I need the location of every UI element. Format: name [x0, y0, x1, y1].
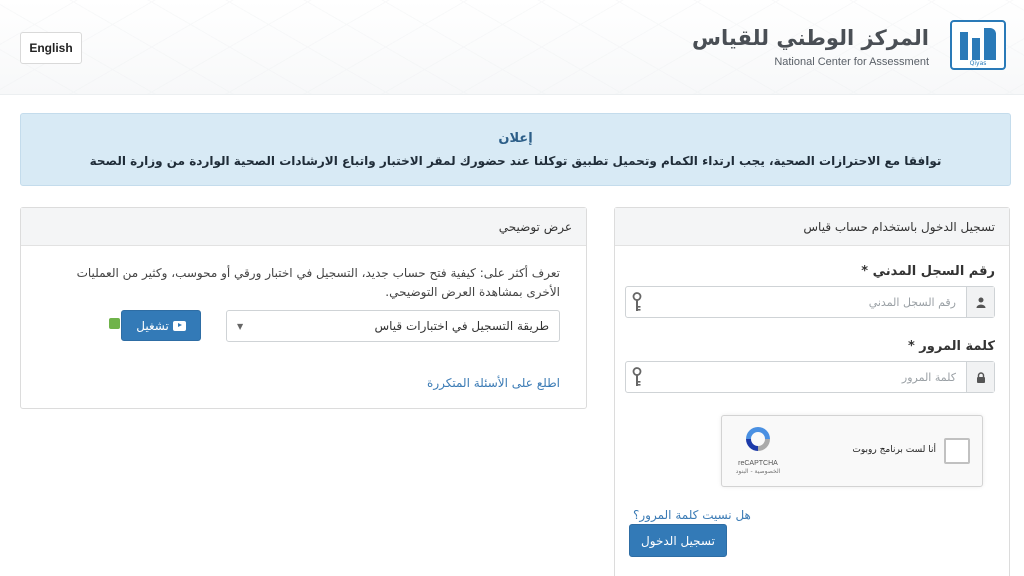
announcement-title: إعلان	[498, 131, 533, 146]
recaptcha-icon	[743, 424, 773, 454]
demo-description: تعرف أكثر على: كيفية فتح حساب جديد، التسجيل في اختبار ورقي أو محوسب، وكثير من العمليات الأخرى بمشاهدة العرض التوضيحي.	[76, 266, 560, 299]
faq-link[interactable]: اطلع على الأسئلة المتكررة	[427, 376, 560, 390]
play-icon	[173, 321, 186, 331]
recaptcha-logo	[728, 424, 788, 482]
announcement-banner	[20, 113, 1011, 186]
extension-icon	[109, 318, 120, 329]
recaptcha-terms[interactable]: الخصوصية - البنود	[735, 468, 781, 475]
national-id-label: رقم السجل المدني *	[861, 264, 995, 279]
demo-video-select[interactable]	[226, 310, 560, 342]
play-button-label: تشغيل	[136, 318, 169, 333]
org-name-arabic: المركز الوطني للقياس	[692, 26, 929, 50]
qiyas-logo-icon[interactable]	[950, 20, 1006, 70]
key-icon[interactable]	[626, 362, 648, 392]
site-header	[0, 0, 1024, 95]
play-demo-button[interactable]	[121, 310, 201, 341]
demo-panel	[20, 207, 587, 409]
recaptcha-checkbox[interactable]	[944, 438, 970, 464]
announcement-body: توافقا مع الاحترازات الصحية، يجب ارتداء الكمام وتحميل تطبيق توكلنا عند حضورك لمقر الاختبار واتباع الارشادات الصحية الواردة من وزارة الصحة	[89, 154, 942, 168]
chevron-down-icon: ▼	[237, 321, 244, 331]
key-icon[interactable]	[626, 287, 648, 317]
national-id-input[interactable]	[648, 287, 966, 317]
forgot-password-link[interactable]: هل نسيت كلمة المرور؟	[633, 508, 751, 522]
login-panel-heading: تسجيل الدخول باستخدام حساب قياس	[615, 208, 1009, 246]
recaptcha-widget	[721, 415, 983, 487]
login-panel	[614, 207, 1010, 576]
language-switch-button[interactable]: English	[20, 32, 82, 64]
user-icon	[966, 287, 994, 317]
lock-icon	[966, 362, 994, 392]
password-input[interactable]	[648, 362, 966, 392]
password-label: كلمة المرور *	[907, 339, 995, 354]
password-field[interactable]	[625, 361, 995, 393]
national-id-field[interactable]	[625, 286, 995, 318]
demo-panel-heading: عرض توضيحي	[21, 208, 586, 246]
login-button[interactable]: تسجيل الدخول	[629, 524, 727, 557]
demo-select-value: طريقة التسجيل في اختبارات قياس	[374, 319, 549, 333]
org-name-english: National Center for Assessment	[774, 56, 929, 68]
recaptcha-brand: reCAPTCHA	[738, 460, 778, 467]
recaptcha-label: أنا لست برنامج روبوت	[852, 445, 936, 455]
logo-subtext: Qiyas	[969, 60, 987, 67]
